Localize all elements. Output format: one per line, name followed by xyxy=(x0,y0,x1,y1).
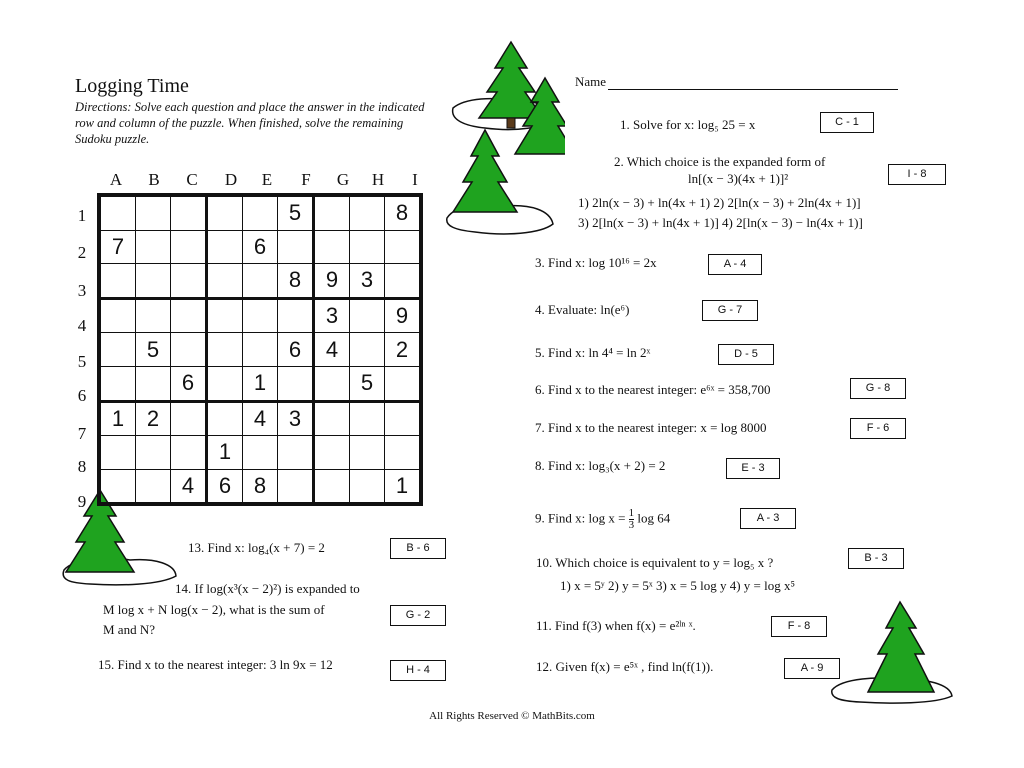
question-10: 10. Which choice is equivalent to y = log₅ x ? xyxy=(536,555,774,570)
question-4: 4. Evaluate: ln(e⁶) xyxy=(535,302,630,317)
grid-cell[interactable]: 3 xyxy=(350,264,385,299)
copyright-footer: All Rights Reserved © MathBits.com xyxy=(429,710,595,722)
col-label-a: A xyxy=(109,170,123,189)
grid-cell[interactable] xyxy=(171,436,207,470)
question-9-tail: log 64 xyxy=(637,510,671,526)
pine-tree-icon xyxy=(868,602,934,692)
grid-cell[interactable] xyxy=(385,401,422,436)
answer-box-1: C - 1 xyxy=(820,112,874,133)
grid-cell[interactable] xyxy=(350,195,385,230)
question-2-choices-a: 1) 2ln(x − 3) + ln(4x + 1) 2) 2[ln(x − 3) + 2ln(4x + 1)] xyxy=(578,195,861,210)
question-7: 7. Find x to the nearest integer: x = log 8000 xyxy=(535,420,767,435)
grid-cell[interactable] xyxy=(136,469,171,504)
grid-cell[interactable]: 1 xyxy=(207,436,243,470)
grid-cell[interactable] xyxy=(314,401,350,436)
answer-box-3: A - 4 xyxy=(708,254,762,275)
grid-cell[interactable]: 6 xyxy=(243,230,278,264)
grid-cell[interactable]: 8 xyxy=(385,195,422,230)
grid-cell[interactable] xyxy=(385,230,422,264)
answer-box-4: G - 7 xyxy=(702,300,758,321)
grid-cell[interactable] xyxy=(278,366,314,401)
grid-cell[interactable] xyxy=(243,264,278,299)
question-14-line-3: M and N? xyxy=(103,622,155,637)
grid-cell[interactable] xyxy=(243,298,278,333)
grid-cell[interactable]: 3 xyxy=(314,298,350,333)
answer-box-8: E - 3 xyxy=(726,458,780,479)
grid-cell[interactable]: 1 xyxy=(99,401,136,436)
question-14-line-1: 14. If log(x³(x − 2)²) is expanded to xyxy=(175,581,360,596)
grid-cell[interactable] xyxy=(99,195,136,230)
grid-cell[interactable] xyxy=(99,436,136,470)
pine-tree-right-bottom xyxy=(830,600,960,705)
col-label-e: E xyxy=(261,170,273,189)
pine-tree-icon xyxy=(453,130,517,212)
grid-cell[interactable] xyxy=(350,298,385,333)
answer-box-13: B - 6 xyxy=(390,538,446,559)
grid-cell[interactable] xyxy=(171,230,207,264)
grid-row xyxy=(99,195,421,230)
answer-box-14: G - 2 xyxy=(390,605,446,626)
grid-cell[interactable] xyxy=(314,469,350,504)
question-6: 6. Find x to the nearest integer: e⁶ˣ = 358,700 xyxy=(535,382,771,397)
grid-cell[interactable] xyxy=(136,195,171,230)
grid-cell[interactable] xyxy=(314,230,350,264)
grid-cell[interactable] xyxy=(350,333,385,367)
grid-row xyxy=(99,333,421,367)
row-label-7: 7 xyxy=(77,424,87,443)
row-label-2: 2 xyxy=(77,243,87,262)
grid-cell[interactable] xyxy=(136,436,171,470)
question-8: 8. Find x: log₃(x + 2) = 2 xyxy=(535,458,666,473)
grid-cell[interactable] xyxy=(385,264,422,299)
grid-cell[interactable] xyxy=(207,401,243,436)
grid-cell[interactable] xyxy=(136,366,171,401)
grid-cell[interactable] xyxy=(136,264,171,299)
grid-cell[interactable]: 8 xyxy=(278,264,314,299)
question-15: 15. Find x to the nearest integer: 3 ln 9x = 12 xyxy=(98,657,333,672)
grid-cell[interactable] xyxy=(171,298,207,333)
grid-cell[interactable] xyxy=(99,298,136,333)
col-label-i: I xyxy=(412,170,418,189)
question-2: 2. Which choice is the expanded form of xyxy=(614,154,826,169)
grid-cell[interactable] xyxy=(99,366,136,401)
grid-cell[interactable] xyxy=(350,436,385,470)
question-5: 5. Find x: ln 4⁴ = ln 2ˣ xyxy=(535,345,651,360)
question-3: 3. Find x: log 10¹⁶ = 2x xyxy=(535,255,657,270)
grid-cell[interactable] xyxy=(207,264,243,299)
grid-cell[interactable]: 9 xyxy=(385,298,422,333)
grid-cell[interactable] xyxy=(350,469,385,504)
col-label-d: D xyxy=(224,170,238,189)
question-13: 13. Find x: log₄(x + 7) = 2 xyxy=(188,540,325,555)
row-label-4: 4 xyxy=(77,316,87,335)
pine-trees-top-cluster xyxy=(445,40,565,240)
grid-cell[interactable] xyxy=(171,195,207,230)
grid-cell[interactable] xyxy=(314,366,350,401)
question-9-fraction xyxy=(629,508,635,531)
col-label-g: G xyxy=(336,170,350,189)
grid-cell[interactable] xyxy=(207,366,243,401)
grid-cell[interactable]: 6 xyxy=(171,366,207,401)
grid-cell[interactable] xyxy=(314,436,350,470)
grid-cell[interactable] xyxy=(207,298,243,333)
answer-box-6: G - 8 xyxy=(850,378,906,399)
answer-box-12: A - 9 xyxy=(784,658,840,679)
fraction-numerator: 1 xyxy=(628,507,635,519)
grid-row xyxy=(99,230,421,264)
grid-cell[interactable] xyxy=(243,436,278,470)
row-label-3: 3 xyxy=(77,281,87,300)
grid-cell[interactable]: 2 xyxy=(385,333,422,367)
grid-cell[interactable] xyxy=(278,436,314,470)
grid-cell[interactable] xyxy=(99,469,136,504)
worksheet-title: Logging Time xyxy=(75,75,189,97)
answer-box-9: A - 3 xyxy=(740,508,796,529)
grid-cell[interactable]: 1 xyxy=(385,469,422,504)
grid-cell[interactable]: 6 xyxy=(278,333,314,367)
grid-cell[interactable]: 1 xyxy=(243,366,278,401)
grid-row xyxy=(99,436,421,470)
row-label-6: 6 xyxy=(77,386,87,405)
grid-cell[interactable]: 3 xyxy=(278,401,314,436)
row-label-1: 1 xyxy=(77,206,87,225)
col-label-h: H xyxy=(371,170,385,189)
answer-box-10: B - 3 xyxy=(848,548,904,569)
grid-cell[interactable]: 4 xyxy=(171,469,207,504)
grid-cell[interactable] xyxy=(278,230,314,264)
grid-row xyxy=(99,366,421,401)
grid-cell[interactable]: 7 xyxy=(99,230,136,264)
grid-cell[interactable] xyxy=(243,333,278,367)
row-label-5: 5 xyxy=(77,352,87,371)
grid-cell[interactable]: 6 xyxy=(207,469,243,504)
question-11: 11. Find f(3) when f(x) = e²ˡⁿ ˣ. xyxy=(536,618,696,633)
answer-box-15: H - 4 xyxy=(390,660,446,681)
question-12: 12. Given f(x) = e⁵ˣ , find ln(f(1)). xyxy=(536,659,714,674)
grid-cell[interactable]: 8 xyxy=(243,469,278,504)
grid-cell[interactable]: 9 xyxy=(314,264,350,299)
grid-cell[interactable]: 5 xyxy=(136,333,171,367)
grid-cell[interactable] xyxy=(314,195,350,230)
grid-cell[interactable] xyxy=(207,333,243,367)
name-underline[interactable] xyxy=(608,77,898,90)
sudoku-grid xyxy=(97,193,423,506)
question-10-choices: 1) x = 5ʸ 2) y = 5ˣ 3) x = 5 log y 4) y = log x⁵ xyxy=(560,578,796,593)
grid-cell[interactable] xyxy=(99,264,136,299)
grid-cell[interactable] xyxy=(171,401,207,436)
grid-cell[interactable] xyxy=(136,230,171,264)
grid-row xyxy=(99,401,421,436)
question-2-expression: ln[(x − 3)(4x + 1)]² xyxy=(688,171,789,186)
grid-cell[interactable] xyxy=(99,333,136,367)
answer-box-5: D - 5 xyxy=(718,344,774,365)
grid-cell[interactable] xyxy=(171,333,207,367)
col-label-c: C xyxy=(186,170,198,189)
question-9-prefix: 9. Find x: log x = xyxy=(535,510,626,526)
grid-cell[interactable] xyxy=(278,469,314,504)
row-label-8: 8 xyxy=(77,457,87,476)
grid-cell[interactable]: 5 xyxy=(350,366,385,401)
grid-cell[interactable] xyxy=(278,298,314,333)
grid-cell[interactable] xyxy=(171,264,207,299)
col-label-f: F xyxy=(301,170,311,189)
grid-cell[interactable] xyxy=(385,436,422,470)
grid-cell[interactable] xyxy=(243,195,278,230)
name-field[interactable] xyxy=(575,74,898,90)
directions-text: Directions: Solve each question and place the answer in the indicated row and column of the puzzle. When finished, solve the remaining Sudoku puzzle. xyxy=(75,100,425,146)
question-1: 1. Solve for x: log₅ 25 = x xyxy=(620,117,756,132)
grid-cell[interactable]: 4 xyxy=(243,401,278,436)
answer-box-7: F - 6 xyxy=(850,418,906,439)
grid-cell[interactable]: 5 xyxy=(278,195,314,230)
grid-cell[interactable]: 2 xyxy=(136,401,171,436)
grid-row xyxy=(99,264,421,299)
grid-cell[interactable] xyxy=(207,230,243,264)
grid-cell[interactable] xyxy=(385,366,422,401)
name-label: Name xyxy=(575,74,607,89)
question-14-line-2: M log x + N log(x − 2), what is the sum of xyxy=(103,602,325,617)
grid-cell[interactable] xyxy=(350,401,385,436)
fraction-denominator: 3 xyxy=(628,519,635,531)
question-2-choices-b: 3) 2[ln(x − 3) + ln(4x + 1)] 4) 2[ln(x − 3) − ln(4x + 1)] xyxy=(578,215,863,230)
answer-box-11: F - 8 xyxy=(771,616,827,637)
question-9 xyxy=(535,508,670,531)
grid-cell[interactable]: 4 xyxy=(314,333,350,367)
grid-row xyxy=(99,469,421,504)
grid-row xyxy=(99,298,421,333)
grid-cell[interactable] xyxy=(350,230,385,264)
col-label-b: B xyxy=(148,170,160,189)
grid-cell[interactable] xyxy=(207,195,243,230)
grid-cell[interactable] xyxy=(136,298,171,333)
row-label-9: 9 xyxy=(77,492,87,511)
answer-box-2: I - 8 xyxy=(888,164,946,185)
